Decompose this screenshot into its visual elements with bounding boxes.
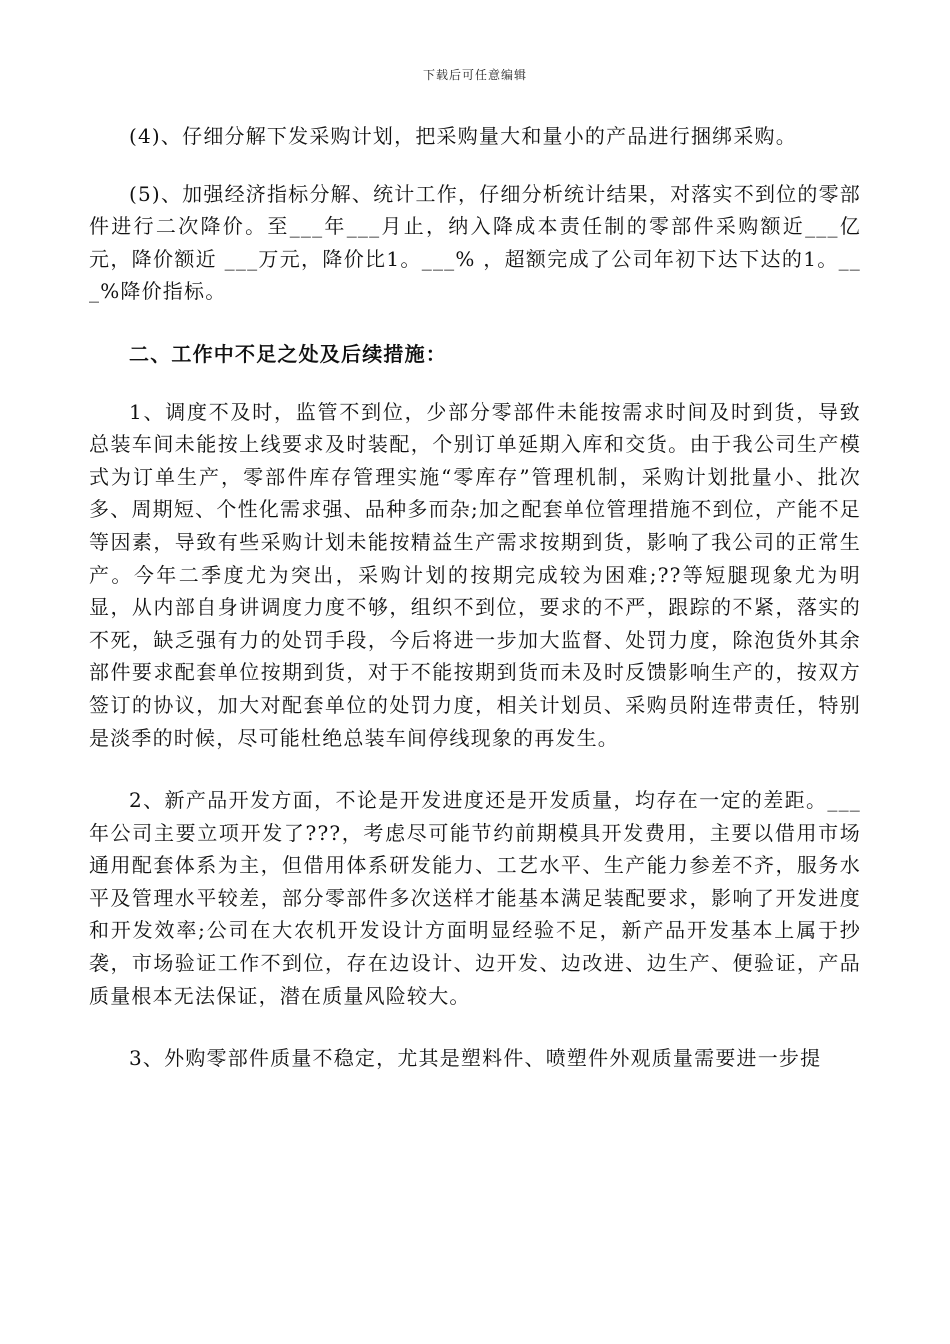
paragraph-item-5: (5)、加强经济指标分解、统计工作，仔细分析统计结果，对落实不到位的零部件进行二次降价。至___年___月止，纳入降成本责任制的零部件采购额近___亿元，降价额近 ___万元，降价比1。___% ，超额完成了公司年初下达下达的1。___%降价指标。 <box>89 181 861 304</box>
paragraph-point-2: 2、新产品开发方面，不论是开发进度还是开发质量，均存在一定的差距。___年公司主要立项开发了???，考虑尽可能节约前期模具开发费用，主要以借用市场通用配套体系为主，但借用体系研发能力、工艺水平、生产能力参差不齐，服务水平及管理水平较差，部分零部件多次送样才能基本满足装配要求，影响了开发进度和开发效率;公司在大农机开发设计方面明显经验不足，新产品开发基本上属于抄袭，市场验证工作不到位，存在边设计、边开发、边改进、边生产、便验证，产品质量根本无法保证，潜在质量风险较大。 <box>89 788 861 1008</box>
document-body <box>89 120 861 1075</box>
paragraph-point-1: 1、调度不及时，监管不到位，少部分零部件未能按需求时间及时到货，导致总装车间未能按上线要求及时装配，个别订单延期入库和交货。由于我公司生产模式为订单生产，零部件库存管理实施“零库存”管理机制，采购计划批量小、批次多、周期短、个性化需求强、品种多而杂;加之配套单位管理措施不到位，产能不足等因素，导致有些采购计划未能按精益生产需求按期到货，影响了我公司的正常生产。今年二季度尤为突出，采购计划的按期完成较为困难;??等短腿现象尤为明显，从内部自身讲调度力度不够，组织不到位，要求的不严，跟踪的不紧，落实的不死，缺乏强有力的处罚手段，今后将进一步加大监督、处罚力度，除泡货外其余部件要求配套单位按期到货，对于不能按期到货而未及时反馈影响生产的，按双方签订的协议，加大对配套单位的处罚力度，相关计划员、采购员附连带责任，特别是淡季的时候，尽可能杜绝总装车间停线现象的再发生。 <box>89 399 861 750</box>
section-heading-2: 二、工作中不足之处及后续措施： <box>129 341 447 366</box>
page-header: 下载后可任意编辑 <box>422 68 527 82</box>
paragraph-point-3: 3、外购零部件质量不稳定，尤其是塑料件、喷塑件外观质量需要进一步提 <box>129 1046 822 1071</box>
paragraph-item-4: (4)、仔细分解下发采购计划，把采购量大和量小的产品进行捆绑采购。 <box>129 124 797 148</box>
